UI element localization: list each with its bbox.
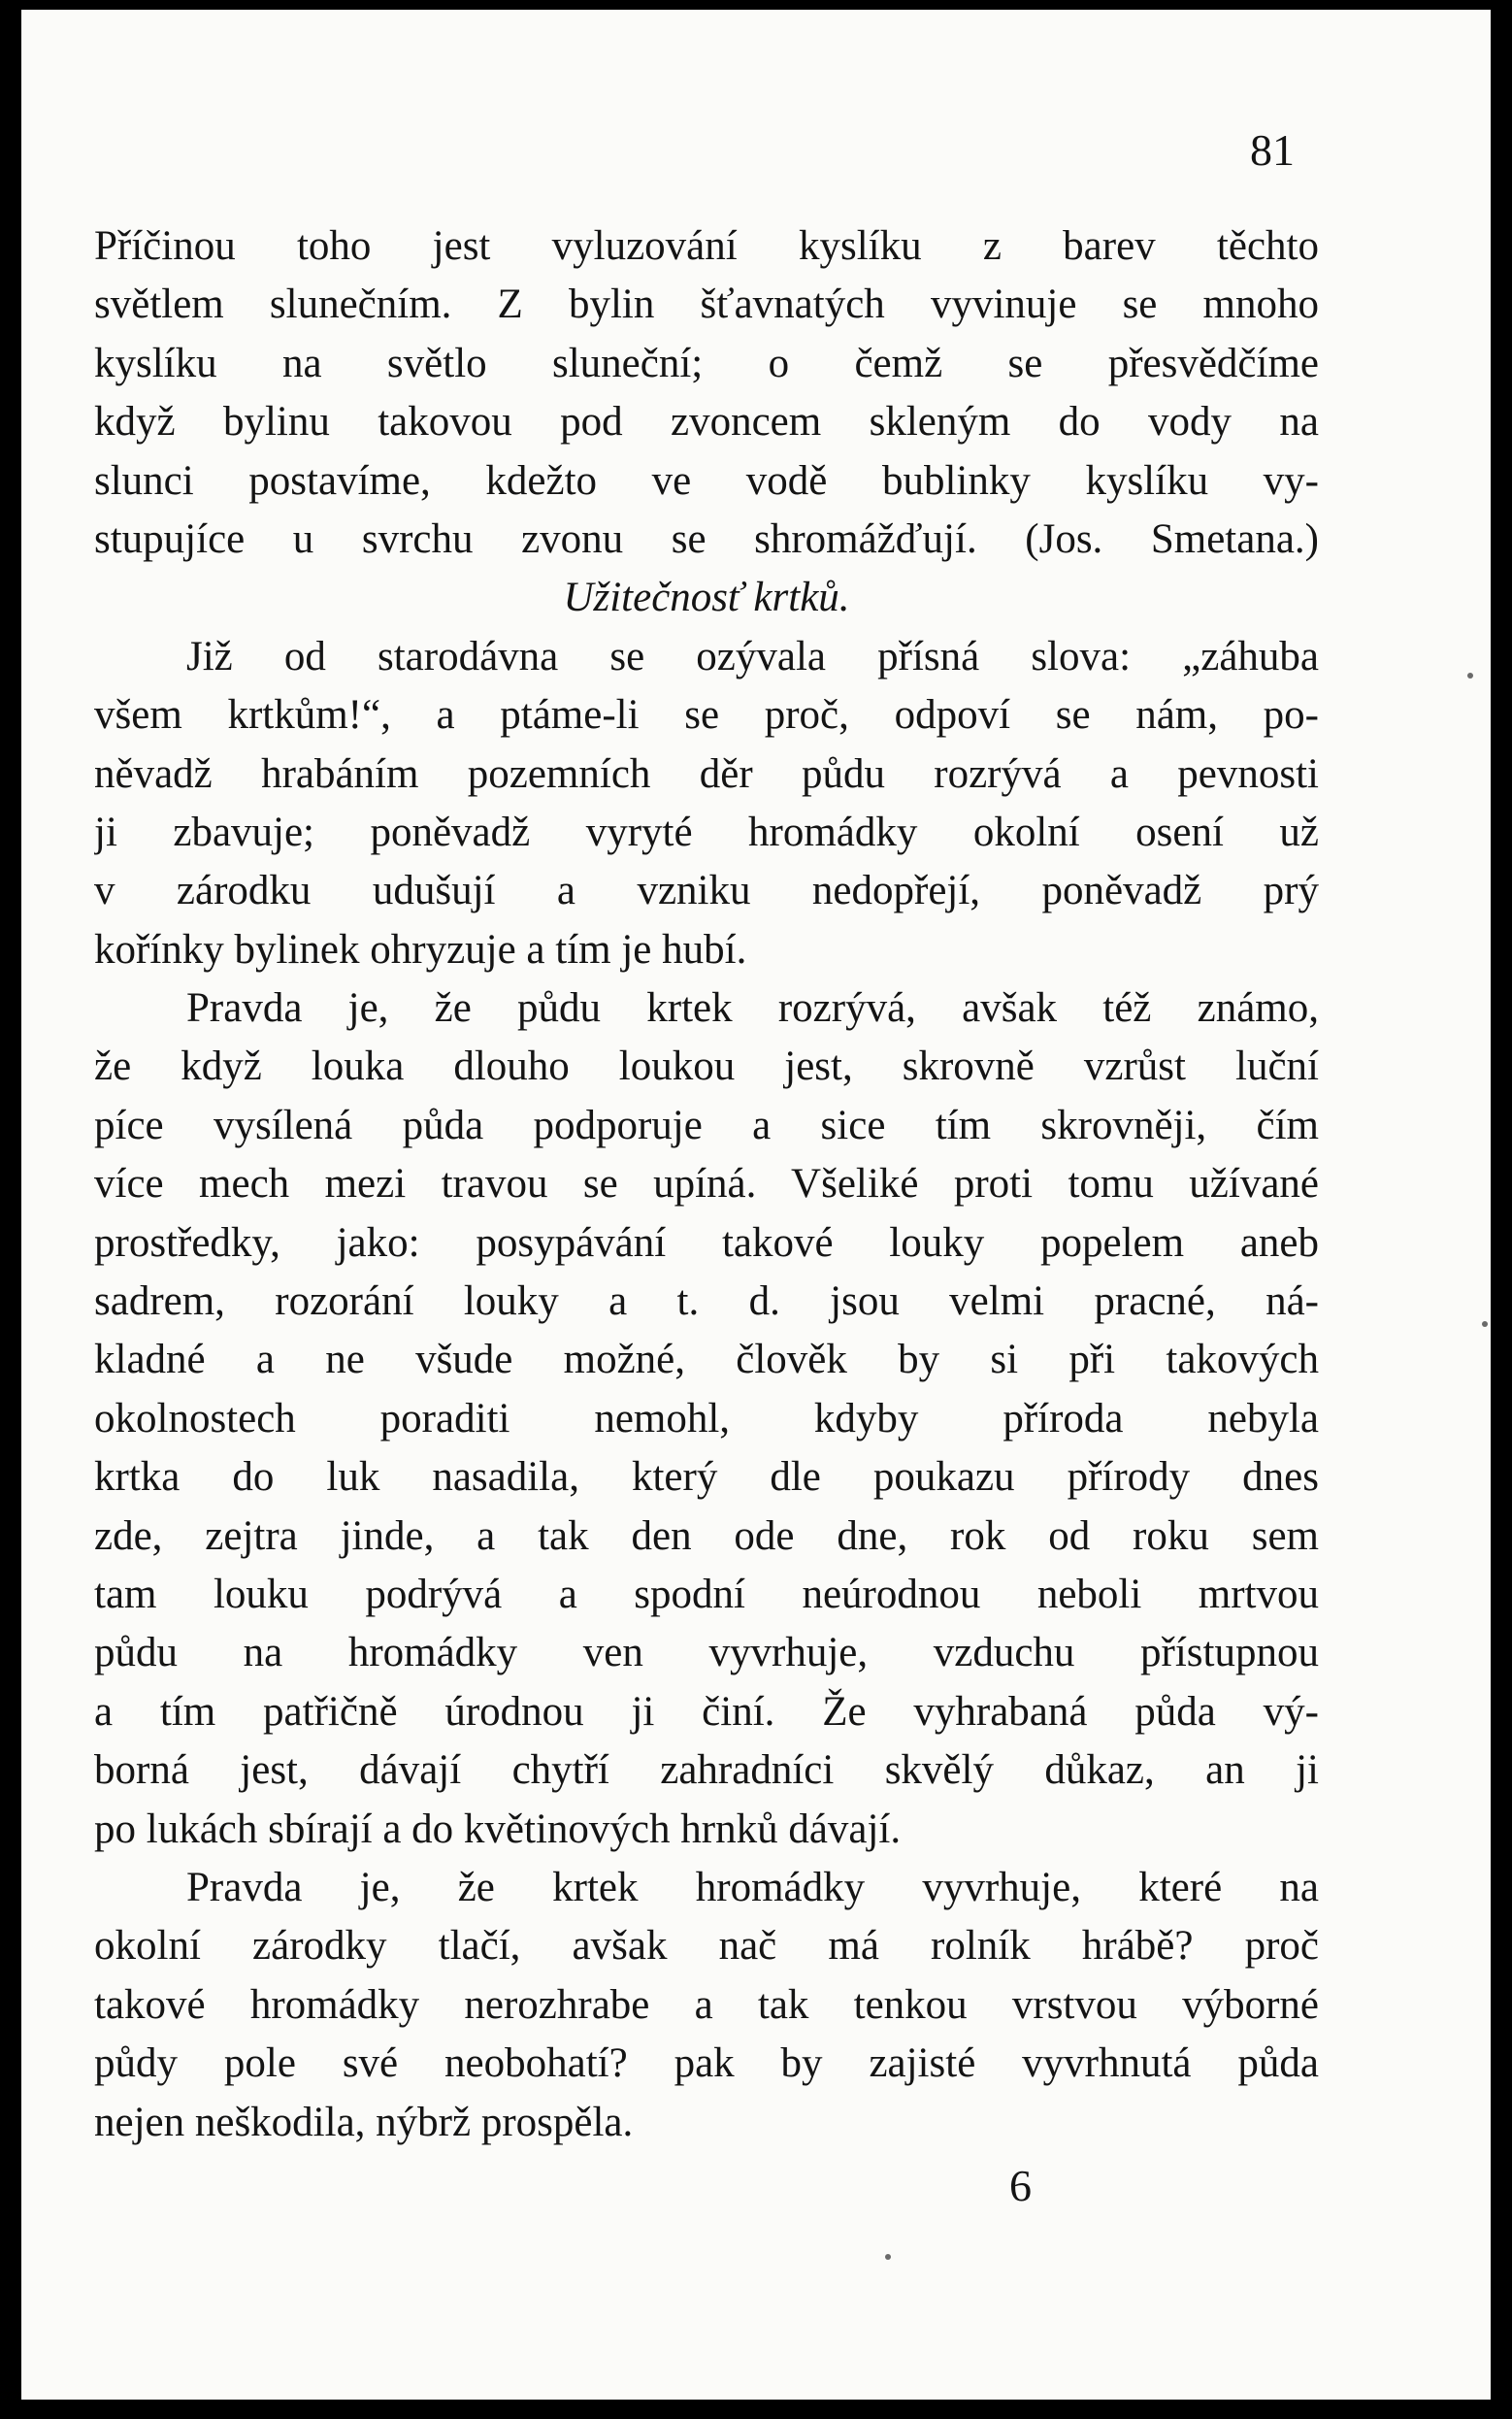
body-text [94,217,1319,2152]
text-line: všem krtkům!“, a ptáme-li se proč, odpoví se nám, po- [94,692,1319,739]
text-line: nejen neškodila, nýbrž prospěla. [94,2099,634,2145]
text-line: Příčinou toho jest vyluzování kyslíku z barev těchto [94,223,1319,269]
text-line: píce vysílená půda podporuje a sice tím skrovněji, čím [94,1102,1319,1148]
text-line: v zárodku udušují a vzniku nedopřejí, poněvadž prý [94,868,1319,914]
print-speck [1467,673,1473,679]
text-line: když bylinu takovou pod zvoncem skleným do vody na [94,399,1319,446]
text-line: ji zbavuje; poněvadž vyryté hromádky okolní osení už [94,809,1319,855]
text-line: kořínky bylinek ohryzuje a tím je hubí. [94,926,747,973]
text-line: kyslíku na světlo sluneční; o čemž se přesvědčíme [94,340,1319,386]
text-line: krtka do luk nasadila, který dle poukazu přírody dnes [94,1454,1319,1501]
text-line: sadrem, rozorání louky a t. d. jsou velmi pracné, ná- [94,1278,1319,1325]
print-speck [885,2254,891,2260]
text-line: půdu na hromádky ven vyvrhuje, vzduchu přístupnou [94,1630,1319,1676]
text-line: více mech mezi travou se upíná. Všeliké proti tomu užívané [94,1161,1319,1208]
text-line: něvadž hrabáním pozemních děr půdu rozrývá a pevnosti [94,750,1319,797]
text-line: okolnostech poraditi nemohl, kdyby příroda nebyla [94,1395,1319,1441]
book-page [21,10,1491,2400]
text-line: stupujíce u svrchu zvonu se shromážďují. (Jos. Smetana.) [94,515,1319,562]
text-line: takové hromádky nerozhrabe a tak tenkou vrstvou výborné [94,1981,1319,2028]
text-line: světlem slunečním. Z bylin šťavnatých vyvinuje se mnoho [94,282,1319,328]
text-line: Pravda je, že půdu krtek rozrývá, avšak též známo, [186,985,1319,1032]
text-line: prostředky, jako: posypávání takové louky popelem aneb [94,1219,1319,1266]
print-speck [1482,1321,1488,1327]
text-line: po lukách sbírají a do květinových hrnků dávají. [94,1806,902,1852]
text-line: tam louku podrývá a spodní neúrodnou neboli mrtvou [94,1571,1319,1617]
text-line: zde, zejtra jinde, a tak den ode dne, rok od roku sem [94,1512,1319,1559]
text-line: okolní zárodky tlačí, avšak nač má rolník hrábě? proč [94,1923,1319,1970]
section-heading: Užitečnosť krtků. [563,575,850,621]
signature-mark: 6 [1009,2161,1032,2210]
text-line: borná jest, dávají chytří zahradníci skvělý důkaz, an ji [94,1747,1319,1794]
text-line: kladné a ne všude možné, člověk by si při takových [94,1337,1319,1383]
text-line: že když louka dlouho loukou jest, skrovně vzrůst luční [94,1044,1319,1090]
page-number: 81 [1250,125,1295,175]
text-line: slunci postavíme, kdežto ve vodě bublinky kyslíku vy- [94,457,1319,504]
text-line: a tím patřičně úrodnou ji činí. Že vyhrabaná půda vý- [94,1688,1319,1735]
text-line: půdy pole své neobohatí? pak by zajisté vyvrhnutá půda [94,2040,1319,2087]
text-line: Pravda je, že krtek hromádky vyvrhuje, které na [186,1864,1319,1910]
text-line: Již od starodávna se ozývala přísná slova: „záhuba [186,633,1319,679]
